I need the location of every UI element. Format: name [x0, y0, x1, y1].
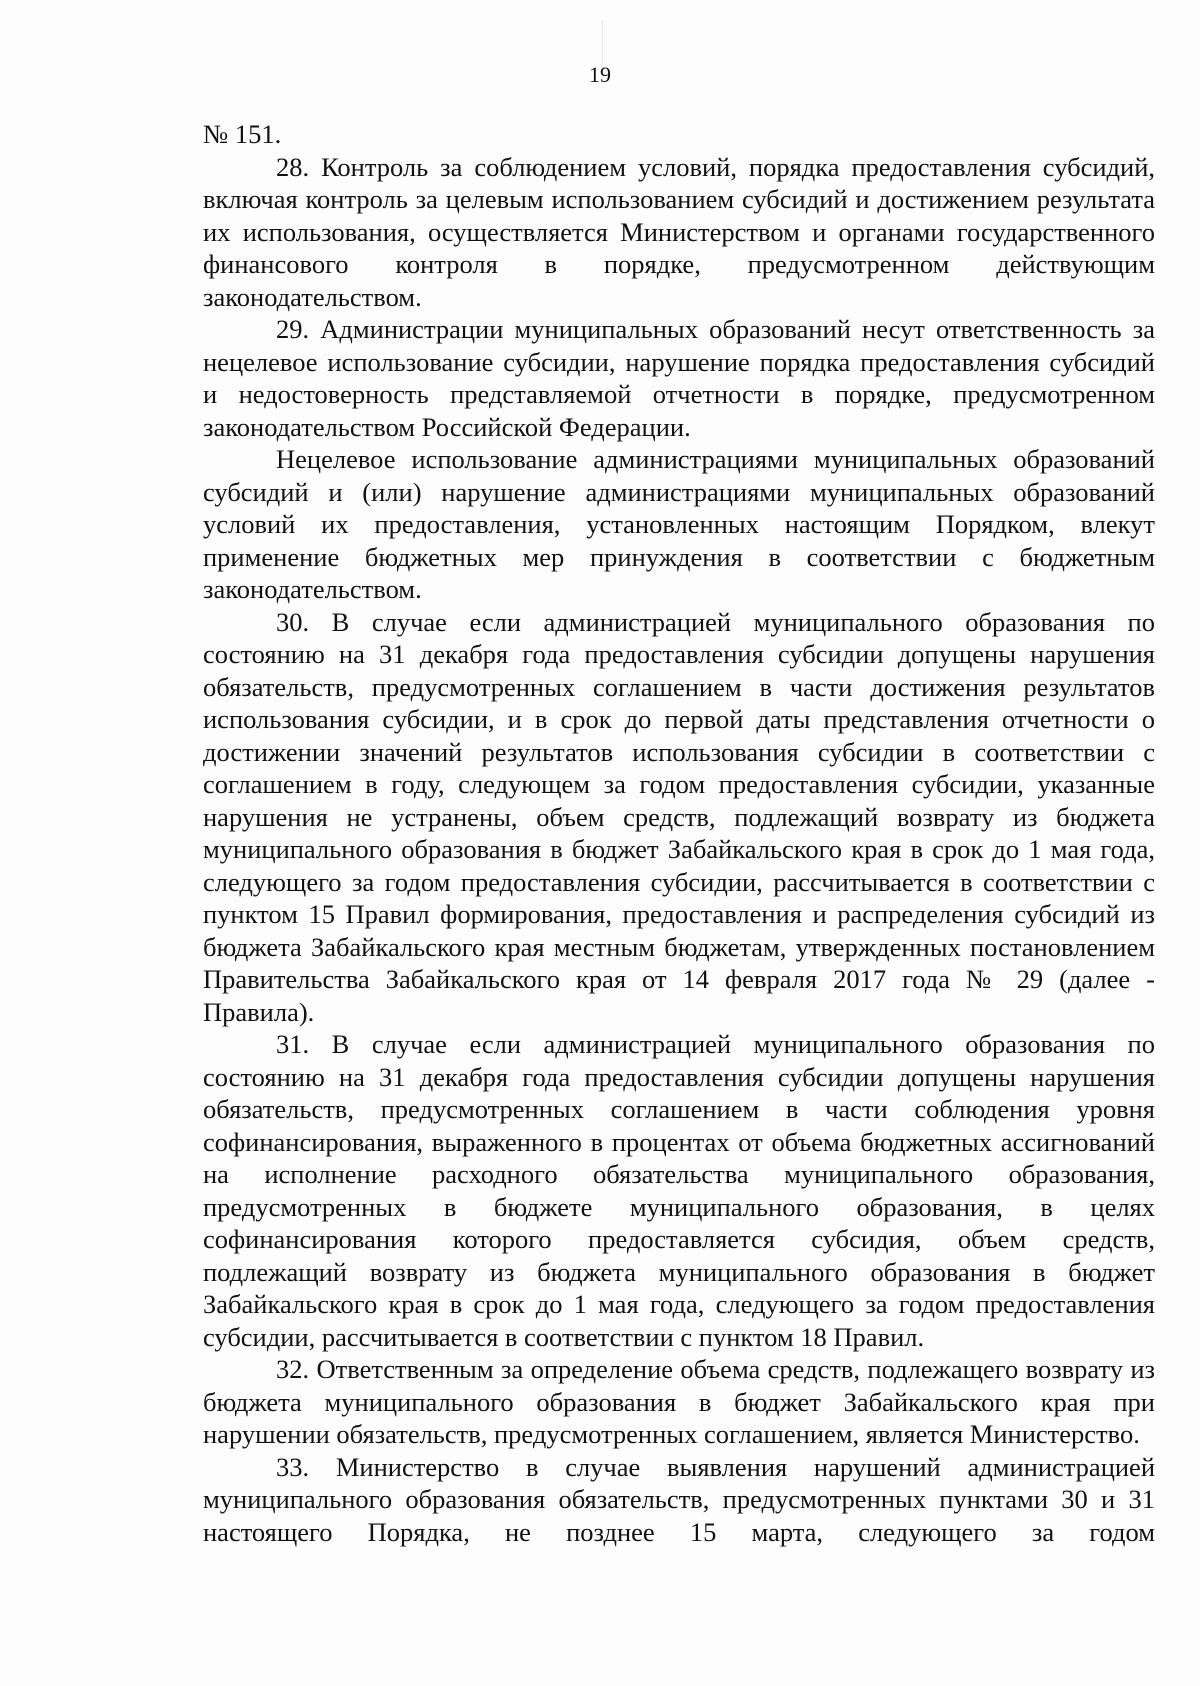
paragraph-28: 28. Контроль за соблюдением условий, порядка предоставления субсидий, включая контроль за целевым использованием субсидий и достижением результата их использования, осуществляется Министерством и органами государственного финансового контроля в порядке, предусмотренном действующим законодательством. [203, 151, 1155, 312]
document-body [203, 118, 1155, 1548]
paragraph-33: 33. Министерство в случае выявления нарушений администрацией муниципального образования обязательств, предусмотренных пунктами 30 и 31 настоящего Порядка, не позднее 15 марта, следующего за годом [203, 1451, 1155, 1547]
page-number: 19 [589, 62, 611, 87]
paragraph-31: 31. В случае если администрацией муниципального образования по состоянию на 31 декабря года предоставления субсидии допущены нарушения обязательств, предусмотренных соглашением в части соблюдения уровня софинансирования, выраженного в процентах от объема бюджетных ассигнований на исполнение расходного обязательства муниципального образования, предусмотренных в бюджете муниципального образования, в целях софинансирования которого предоставляется субсидия, объем средств, подлежащий возврату из бюджета муниципального образования в бюджет Забайкальского края в срок до 1 мая года, следующего за годом предоставления субсидии, рассчитывается в соответствии с пунктом 18 Правил. [203, 1029, 1155, 1352]
paragraph-29-continued: Нецелевое использование администрациями муниципальных образований субсидий и (или) нарушение администрациями муниципальных образований условий их предоставления, установленных настоящим Порядком, влекут применение бюджетных мер принуждения в соответствии с бюджетным законодательством. [203, 444, 1155, 604]
paragraph-32: 32. Ответственным за определение объема средств, подлежащего возврату из бюджета муниципального образования в бюджет Забайкальского края при нарушении обязательств, предусмотренных соглашением, является Министерство. [203, 1354, 1155, 1449]
paragraph-order-number: № 151. [203, 119, 282, 149]
paragraph-30: 30. В случае если администрацией муниципального образования по состоянию на 31 декабря года предоставления субсидии допущены нарушения обязательств, предусмотренных соглашением в части достижения результатов использования субсидии, и в срок до первой даты представления отчетности о достижении значений результатов использования субсидии в соответствии с соглашением в году, следующем за годом предоставления субсидии, указанные нарушения не устранены, объем средств, подлежащий возврату из бюджета муниципального образования в бюджет Забайкальского края в срок до 1 мая года, следующего за годом предоставления субсидии, рассчитывается в соответствии с пунктом 15 Правил формирования, предоставления и распределения субсидий из бюджета Забайкальского края местным бюджетам, утвержденных постановлением Правительства Забайкальского края от 14 февраля 2017 года № 29 (далее - Правила). [203, 606, 1155, 1027]
paragraph-29: 29. Администрации муниципальных образований несут ответственность за нецелевое использование субсидии, нарушение порядка предоставления субсидий и недостоверность представляемой отчетности в порядке, предусмотренном законодательством Российской Федерации. [203, 314, 1155, 442]
